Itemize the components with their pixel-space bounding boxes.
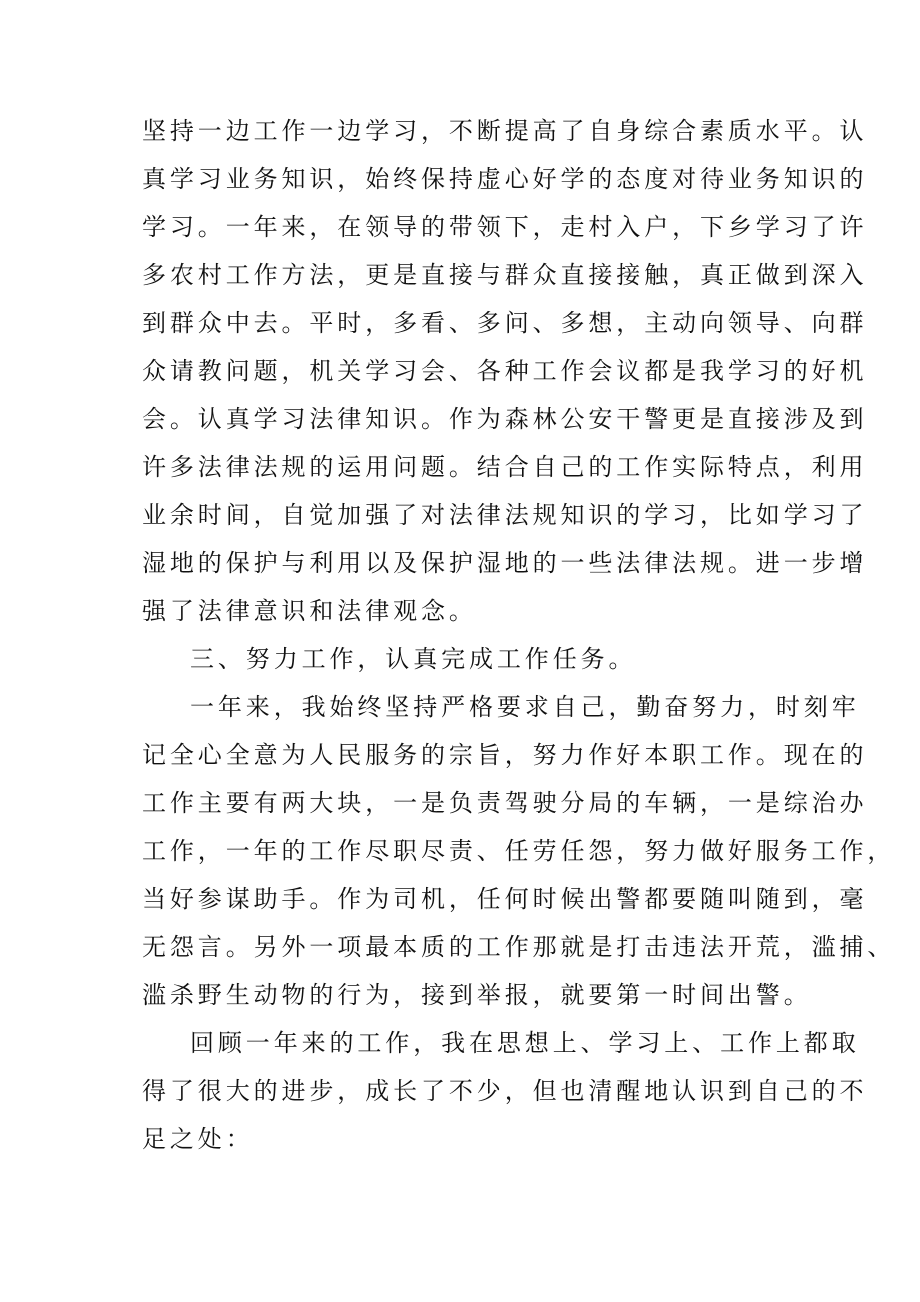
- text-line: 工作，一年的工作尽职尽责、任劳任怨，努力做好服务工作，: [142, 837, 896, 865]
- text-line: 众请教问题，机关学习会、各种工作会议都是我学习的好机: [142, 357, 868, 385]
- text-line: 工作主要有两大块，一是负责驾驶分局的车辆，一是综治办: [142, 789, 868, 817]
- text-line: 湿地的保护与利用以及保护湿地的一些法律法规。进一步增: [142, 549, 868, 577]
- paragraph-start-line: 回顾一年来的工作，我在思想上、学习上、工作上都取: [190, 1029, 860, 1057]
- text-line: 坚持一边工作一边学习，不断提高了自身综合素质水平。认: [142, 117, 868, 145]
- text-line: 滥杀野生动物的行为，接到举报，就要第一时间出警。: [142, 981, 812, 1009]
- text-line: 真学习业务知识，始终保持虚心好学的态度对待业务知识的: [142, 165, 868, 193]
- text-line: 业余时间，自觉加强了对法律法规知识的学习，比如学习了: [142, 501, 868, 529]
- text-line: 多农村工作方法，更是直接与群众直接接触，真正做到深入: [142, 261, 868, 289]
- section-heading: 三、努力工作，认真完成工作任务。: [190, 645, 637, 673]
- text-line: 会。认真学习法律知识。作为森林公安干警更是直接涉及到: [142, 405, 868, 433]
- text-line: 无怨言。另外一项最本质的工作那就是打击违法开荒，滥捕、: [142, 933, 896, 961]
- text-line: 到群众中去。平时，多看、多问、多想，主动向领导、向群: [142, 309, 868, 337]
- text-line: 学习。一年来，在领导的带领下，走村入户，下乡学习了许: [142, 213, 868, 241]
- text-line: 强了法律意识和法律观念。: [142, 597, 477, 625]
- text-line: 许多法律法规的运用问题。结合自己的工作实际特点，利用: [142, 453, 868, 481]
- text-line: 记全心全意为人民服务的宗旨，努力作好本职工作。现在的: [142, 741, 868, 769]
- paragraph-start-line: 一年来，我始终坚持严格要求自己，勤奋努力，时刻牢: [190, 693, 860, 721]
- document-body: [142, 107, 896, 1163]
- text-line: 足之处：: [142, 1125, 254, 1153]
- text-line: 当好参谋助手。作为司机，任何时候出警都要随叫随到，毫: [142, 885, 868, 913]
- text-line: 得了很大的进步，成长了不少，但也清醒地认识到自己的不: [142, 1077, 868, 1105]
